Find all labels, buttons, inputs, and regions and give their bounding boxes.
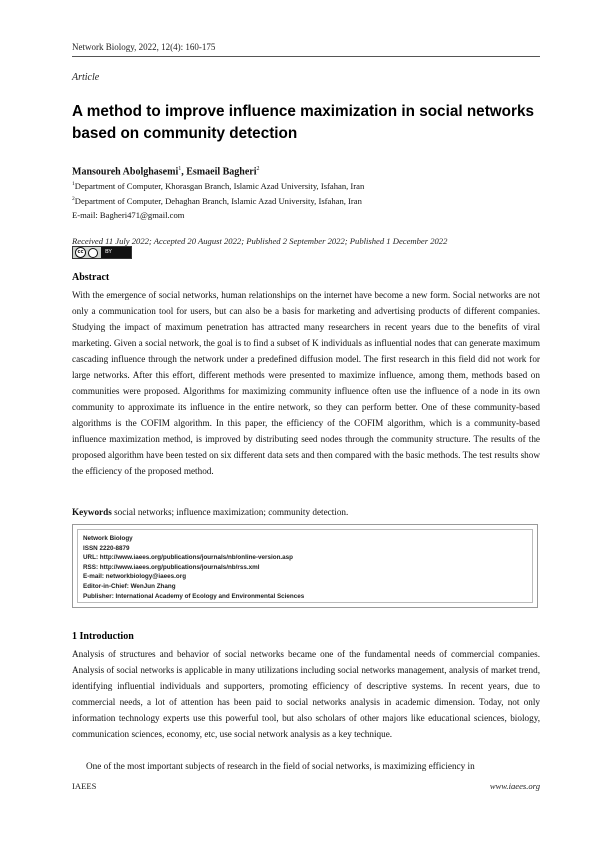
affiliation-2	[72, 196, 362, 206]
affiliation-text: Department of Computer, Dehaghan Branch, Islamic Azad University, Isfahan, Iran	[74, 196, 362, 206]
article-type: Article	[72, 72, 100, 83]
author-name: Esmaeil Bagheri	[186, 166, 257, 178]
journal-email[interactable]: E-mail: networkbiology@iaees.org	[83, 573, 187, 581]
keywords-text: social networks; influence maximization; community detection.	[111, 507, 349, 517]
cc-by-label: BY	[101, 247, 131, 258]
footer-publisher: IAEES	[72, 781, 97, 791]
paper-title: A method to improve influence maximization in social networks based on community detection	[72, 103, 534, 142]
affiliation-marker: 2	[256, 166, 260, 172]
author-email: E-mail: Bagheri471@gmail.com	[72, 210, 185, 220]
journal-publisher: Publisher: International Academy of Ecology and Environmental Sciences	[83, 592, 305, 600]
running-head: Network Biology, 2022, 12(4): 160-175	[72, 42, 216, 52]
journal-url[interactable]: URL: http://www.iaees.org/publications/journals/nb/online-version.asp	[83, 554, 294, 562]
affiliation-marker: 1	[178, 166, 182, 172]
introduction-paragraph-1: Analysis of structures and behavior of social networks became one of the fundamental needs of commercial companies. Analysis of social networks is applicable in many utilizations including social networks management, analysis of market trend, identifying influential individuals and supporters, promoting efficiency of descriptive systems. In recent years, due to commercial needs, a lot of attention has been paid to social networks analysis in academic dimension. Today, not only information technology experts use this powerful tool, but also scholars of other majors like educational sciences, biology, communication sciences, economy, etc, use social network analysis as a key technique.	[72, 649, 540, 739]
footer-website[interactable]: www.iaees.org	[489, 781, 540, 791]
header-rule	[72, 56, 540, 57]
abstract-text: With the emergence of social networks, human relationships on the internet have become a new form. Social networks are not only a communication tool for users, but can also be a basis for marketing and advertising products of different companies. Studying the impact of maximum penetration has attracted many researchers in recent years due to the benefits of viral marketing. Given a social network, the goal is to find a subset of K individuals as influential nodes that can generate maximum cascading influence through the network under a predefined diffusion model. The first research in this field did not work for large networks. After this effort, different methods were presented to maximize influence, among them, methods based on communities were proposed. Algorithms for maximizing community influence often use the influence of a node in its own community to approximate its influence in the entire network, so they can perform better. One of these community-based algorithms is the COFIM algorithm. In this paper, the efficiency of the COFIM algorithm, which is a community-based influence maximization method, is improved by distributing seed nodes through the community structure. The results of the proposed algorithm have been tested on six different data sets and then compared with the basic methods. The test results show the efficiency of the proposed method.	[72, 290, 540, 476]
introduction-paragraph-2: One of the most important subjects of research in the field of social networks, is maximizing efficiency in	[86, 761, 475, 771]
abstract-heading: Abstract	[72, 272, 110, 283]
keywords-label: Keywords	[72, 507, 112, 517]
author-line	[72, 166, 260, 177]
affiliation-marker: 1	[72, 181, 75, 188]
attribution-icon	[88, 248, 98, 258]
introduction-heading: 1 Introduction	[72, 631, 134, 642]
journal-issn: ISSN 2220-8879	[83, 544, 130, 552]
journal-editor: Editor-in-Chief: WenJun Zhang	[83, 582, 176, 590]
author-separator: ,	[181, 166, 187, 178]
author-name: Mansoureh Abolghasemi	[72, 166, 179, 178]
affiliation-1	[72, 181, 364, 191]
journal-info-inner	[77, 529, 533, 603]
journal-name: Network Biology	[83, 535, 133, 542]
affiliation-text: Department of Computer, Khorasgan Branch, Islamic Azad University, Isfahan, Iran	[74, 181, 365, 191]
journal-info-box	[72, 524, 538, 608]
journal-rss[interactable]: RSS: http://www.iaees.org/publications/journals/nb/rss.xml	[83, 563, 260, 571]
keywords-line	[72, 507, 348, 517]
affiliation-marker: 2	[72, 196, 75, 203]
cc-license-badge[interactable]	[72, 246, 132, 259]
cc-icon: cc	[75, 247, 86, 258]
publication-dates: Received 11 July 2022; Accepted 20 August 2022; Published 2 September 2022; Published 1 December 2022	[72, 236, 448, 246]
